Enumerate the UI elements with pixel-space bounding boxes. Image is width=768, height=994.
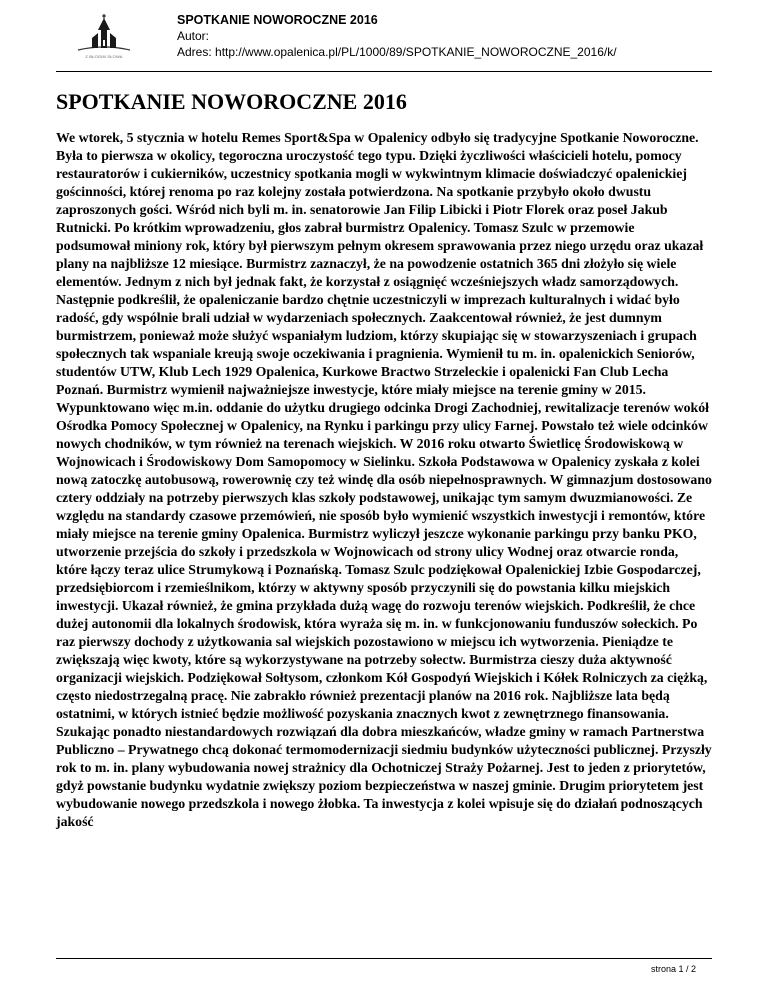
article-body: We wtorek, 5 stycznia w hotelu Remes Sport&Spa w Opalenicy odbyło się tradycyjne Spotkanie Noworoczne. Była to pierwsza w okolicy, tegoroczna uroczystość tego typu. Dzięki życzliwości właścicieli hotelu, pomocy restauratorów i cukierników, uczestnicy spotkania mogli w wykwintnym klimacie doświadczyć opalenickiej gościnności, której renoma po raz kolejny została potwierdzona. Na spotkanie przybyło około dwustu zaproszonych gości. Wśród nich byli m. in. senatorowie Jan Filip Libicki i Piotr Florek oraz poseł Jakub Rutnicki. Po krótkim wprowadzeniu, głos zabrał burmistrz Opalenicy. Tomasz Szulc w przemowie podsumował miniony rok, który był pierwszym pełnym okresem sprawowania przez niego urzędu oraz ukazał plany na najbliższe 12 miesiące. Burmistrz zaznaczył, że na powodzenie ostatnich 365 dni złożyło się wiele elementów. Jednym z nich był jednak fakt, że korzystał z osiągnięć wcześniejszych władz samorządowych. Następnie podkreślił, że opaleniczanie bardzo chętnie uczestniczyli w imprezach kulturalnych i widać było radość, gdy wspólnie brali udział w wydarzeniach społecznych. Zaakcentował również, że jest dumnym burmistrzem, ponieważ może służyć wspaniałym ludziom, którzy skupiając się w stowarzyszeniach i grupach społecznych tak wspaniale kreują swoje oczekiwania i pragnienia. Wymienił tu m. in. opalenickich Seniorów, studentów UTW, Klub Lech 1929 Opalenica, Kurkowe Bractwo Strzeleckie i opalenicki Fan Club Lecha Poznań. Burmistrz wymienił najważniejsze inwestycje, które miały miejsce na terenie gminy w 2015. Wypunktowano więc m.in. oddanie do użytku drugiego odcinka Drogi Zachodniej, rewitalizacje terenów wokół Ośrodka Pomocy Społecznej w Opalenicy, na Rynku i parkingu przy ulicy Farnej. Powstało też wiele odcinków nowych chodników, w tym również na terenach wiejskich. W 2016 roku otwarto Świetlicę Środowiskową w Wojnowicach i Środowiskowy Dom Samopomocy w Sielinku. Szkoła Podstawowa w Opalenicy zyskała z kolei nową zatoczkę autobusową, rowerownię czy też windę dla osób niepełnosprawnych. W gimnazjum dostosowano cztery oddziały na potrzeby pierwszych klas szkoły podstawowej, unikając tym samym dwuzmianowości. Ze względu na standardy czasowe przemówień, nie sposób było wymienić wszystkich inwestycji i remontów, które miały miejsce na terenie gminy Opalenica. Burmistrz wyliczył jeszcze wykonanie parkingu przy banku PKO, utworzenie przejścia do szkoły i przedszkola w Wojnowicach od strony ulicy Wodnej oraz otwarcie ronda, które łączy teraz ulice Strumykową i Poznańską. Tomasz Szulc podziękował Opalenickiej Izbie Gospodarczej, przedsiębiorcom i rzemieślnikom, którzy w aktywny sposób przyczynili się do powstania kilku miejskich inwestycji. Ukazał również, że gmina przykłada dużą wagę do rozwoju terenów wiejskich. Podkreślił, że chce dużej autonomii dla lokalnych środowisk, która wyraża się m. in. w funkcjonowaniu funduszów sołeckich. Po raz pierwszy dochody z użytkowania sal wiejskich pozostawiono w miejscu ich wytworzenia. Pieniądze te zwiększają więc kwoty, które są wykorzystywane na potrzeby sołectw. Burmistrza cieszy duża aktywność organizacji wiejskich. Podziękował Sołtysom, członkom Kół Gospodyń Wiejskich i Kółek Rolniczych za ciężką, często niedostrzegalną pracę. Nie zabrakło również prezentacji planów na 2016 rok. Najbliższe lata będą ostatnimi, w których istnieć będzie możliwość pozyskania znacznych kwot z zewnętrznego finansowania. Szukając ponadto niestandardowych rozwiązań dla dobra mieszkańców, władze gminy w ramach Partnerstwa Publiczno – Prywatnego chcą dokonać termomodernizacji siedmiu budynków użyteczności publicznej. Przyszły rok to m. in. plany wybudowania nowej strażnicy dla Ochotniczej Straży Pożarnej. Jest to jeden z priorytetów, gdyż powstanie budynku wydatnie zwiększy poziom bezpieczeństwa w naszej gminie. Drugim priorytetem jest wybudowanie nowego przedszkola i nowego żłobka. Ta inwestycja z kolei wpisuje się do działań podnoszących jakość: [56, 130, 712, 829]
author-label: Autor:: [177, 29, 210, 43]
header-divider: [56, 71, 712, 72]
municipality-logo: [72, 14, 136, 62]
logo-caption: Z BŁOGIM SŁOWA: [85, 54, 123, 59]
document-meta: [177, 12, 617, 60]
source-address: Adres: http://www.opalenica.pl/PL/1000/89/SPOTKANIE_NOWOROCZNE_2016/k/: [177, 45, 617, 59]
document-header: [56, 12, 712, 64]
page-number: strona 1 / 2: [650, 964, 696, 974]
article-title: SPOTKANIE NOWOROCZNE 2016: [56, 89, 407, 114]
footer-divider: [56, 958, 712, 959]
header-title: SPOTKANIE NOWOROCZNE 2016: [177, 13, 378, 27]
church-logo-icon: [72, 14, 136, 54]
